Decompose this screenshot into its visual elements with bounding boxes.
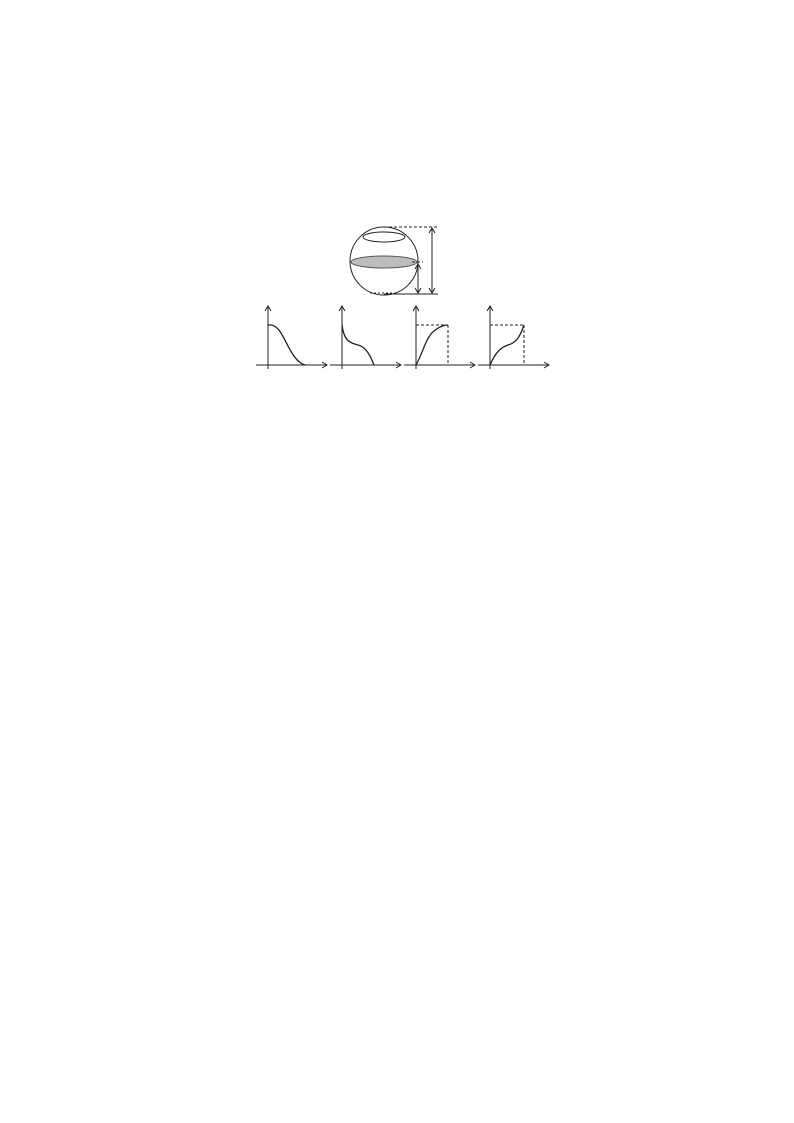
curve-d (490, 325, 524, 365)
example1-figure (118, 225, 680, 395)
figure-svg (118, 225, 680, 395)
graph-c (404, 306, 475, 369)
graph-b (330, 306, 401, 369)
example2-line4 (118, 531, 680, 557)
fish-bowl-diagram (350, 227, 438, 295)
example2-line3 (118, 505, 680, 531)
section-title (118, 91, 680, 117)
type1-heading (118, 117, 680, 143)
example1-line2 (118, 169, 680, 195)
curve-b (342, 325, 374, 365)
example2-line2 (118, 479, 680, 505)
example1-line3 (118, 195, 680, 221)
analysis-line1 (118, 401, 680, 427)
analysis-line2 (118, 427, 680, 453)
example1-line1 (118, 143, 680, 169)
curve-a (268, 325, 306, 365)
graph-a (256, 306, 327, 369)
example2-line1 (118, 453, 680, 479)
graph-d (478, 306, 549, 369)
curve-c (416, 325, 448, 365)
document-page (118, 91, 680, 557)
